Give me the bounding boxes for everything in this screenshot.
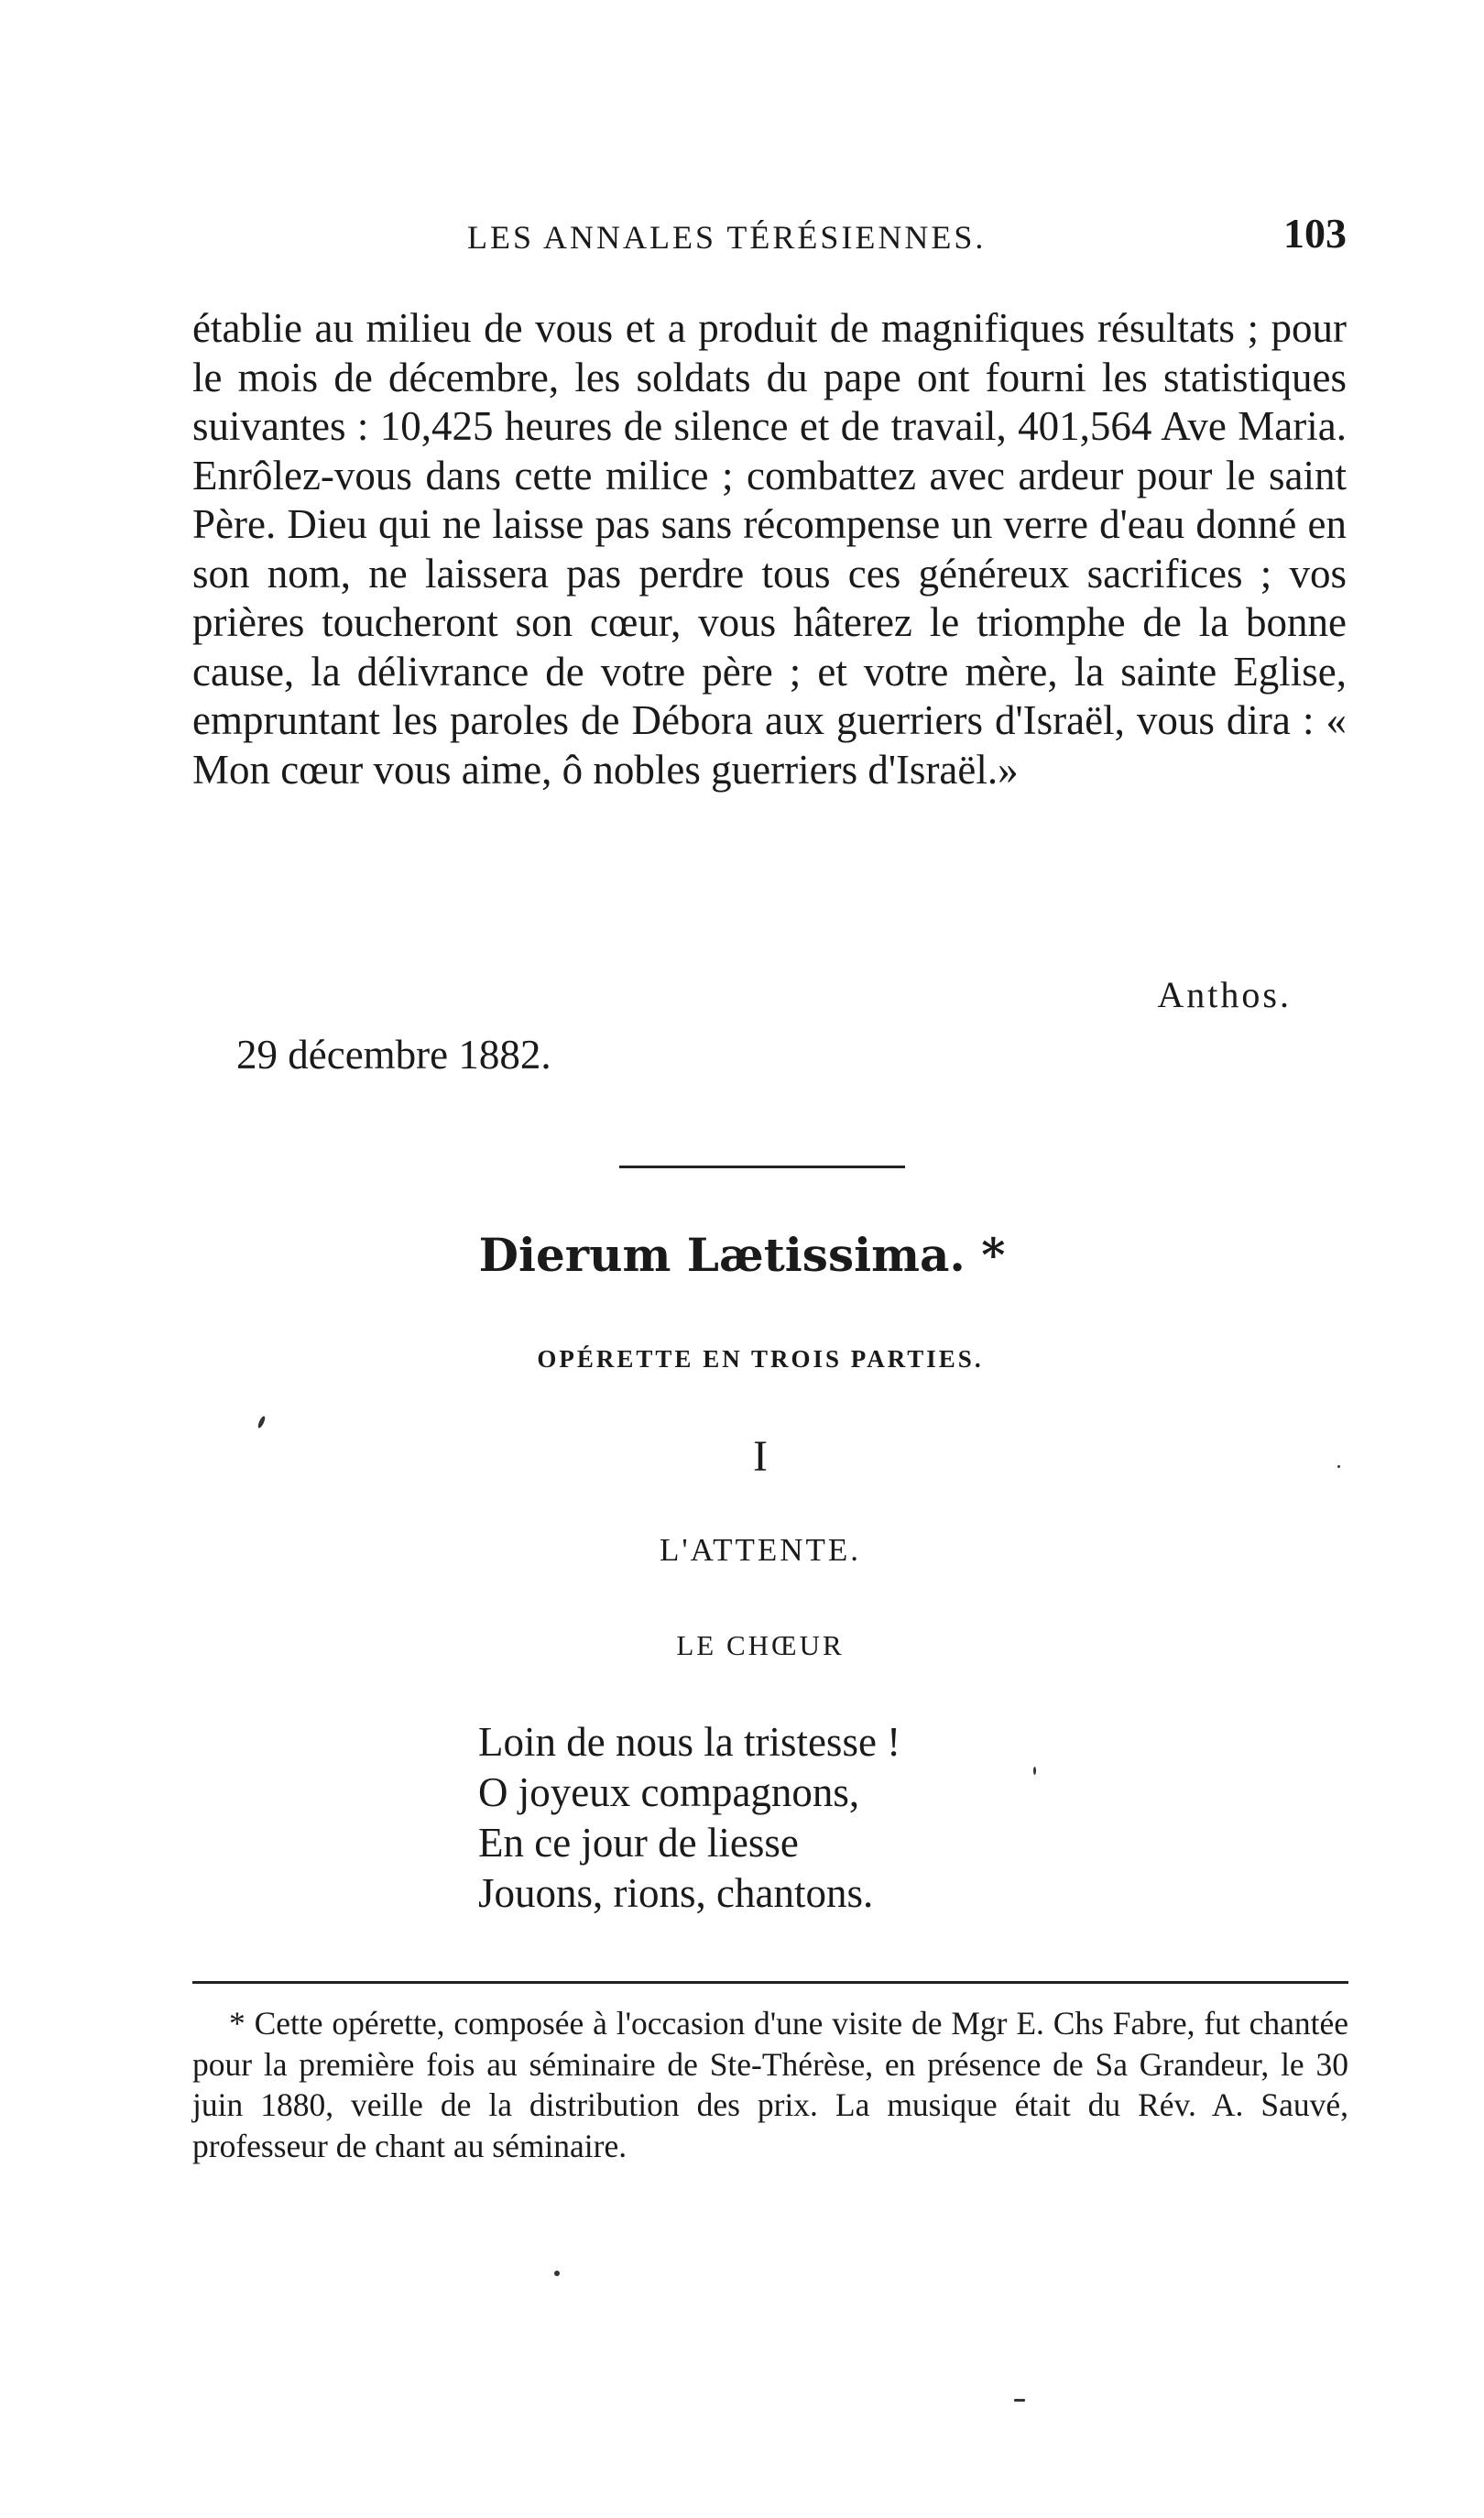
- footnote-block: [192, 2003, 1348, 2166]
- piece-subtitle: OPÉRETTE EN TROIS PARTIES.: [537, 1345, 984, 1373]
- scan-speck: [554, 2271, 560, 2276]
- running-title: LES ANNALES TÉRÉSIENNES.: [467, 219, 987, 256]
- verse-line: Loin de nous la tristesse !: [478, 1719, 901, 1765]
- footnote-rule: [192, 1981, 1348, 1984]
- verse-line: Jouons, rions, chantons.: [478, 1870, 874, 1916]
- speaker-label: LE CHŒUR: [676, 1629, 845, 1661]
- scan-speck: [1033, 1767, 1036, 1775]
- verse-line: En ce jour de liesse: [478, 1820, 799, 1866]
- page-number: 103: [1283, 210, 1347, 257]
- scan-speck: [1014, 2399, 1025, 2402]
- scan-speck: [256, 1416, 266, 1429]
- footnote-text: * Cette opérette, composée à l'occasion d'une visite de Mgr E. Chs Fabre, fut chantée pour la première fois au séminaire de Ste-Thérèse, en présence de Sa Grandeur, le 30 juin 1880, veille de la distribution des prix. La musique était du Rév. A. Sauvé, professeur de chant au séminaire.: [192, 2005, 1348, 2164]
- body-paragraph-block: [192, 304, 1347, 794]
- scan-speck: [1337, 1465, 1340, 1468]
- section-divider: [619, 1166, 905, 1168]
- dateline: 29 décembre 1882.: [236, 1032, 551, 1078]
- body-paragraph: établie au milieu de vous et a produit de magnifiques résultats ; pour le mois de décembre, les soldats du pape ont fourni les statistiques suivantes : 10,425 heures de silence et de travail, 401,564 Ave Maria. Enrôlez-vous dans cette milice ; combattez avec ardeur pour le saint Père. Dieu qui ne laisse pas sans récompense un verre d'eau donné en son nom, ne laissera pas perdre tous ces généreux sacrifices ; vos prières toucheront son cœur, vous hâterez le triomphe de la bonne cause, la délivrance de votre père ; et votre mère, la sainte Eglise, empruntant les paroles de Débora aux guerriers d'Israël, vous dira : « Mon cœur vous aime, ô nobles guerriers d'Israël.»: [192, 305, 1347, 793]
- piece-title: Dierum Lætissima. *: [478, 1228, 1006, 1282]
- part-title: L'ATTENTE.: [659, 1532, 861, 1568]
- verse-line: O joyeux compagnons,: [478, 1769, 860, 1815]
- part-number: I: [753, 1432, 768, 1481]
- running-head: [192, 209, 1347, 264]
- verse-block: [478, 1717, 900, 1919]
- author-signature: Anthos.: [1157, 974, 1292, 1015]
